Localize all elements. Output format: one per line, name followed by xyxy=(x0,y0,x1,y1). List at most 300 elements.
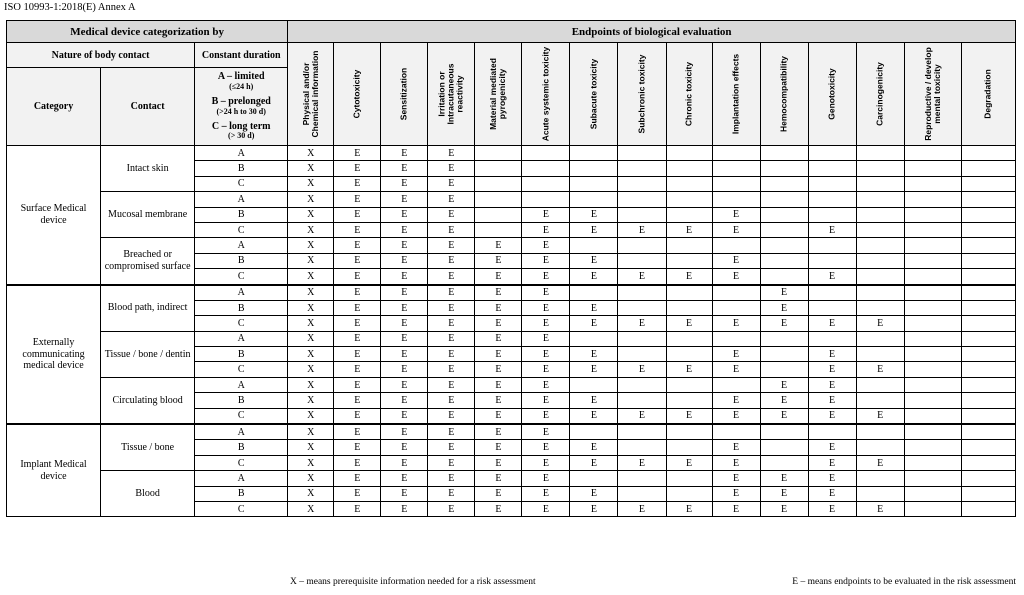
endpoint-cell: E xyxy=(428,424,475,440)
endpoint-cell xyxy=(760,176,808,191)
endpoint-cell xyxy=(904,238,961,253)
endpoint-cell xyxy=(570,331,618,346)
endpoint-cell xyxy=(856,192,904,207)
endpoint-cell xyxy=(712,377,760,392)
endpoint-cell: E xyxy=(760,393,808,408)
endpoint-cell: E xyxy=(856,316,904,331)
endpoint-cell xyxy=(666,377,712,392)
endpoint-cell: E xyxy=(475,486,522,501)
endpoint-cell xyxy=(961,347,1015,362)
endpoint-cell: E xyxy=(475,455,522,470)
endpoint-cell: X xyxy=(288,300,334,315)
endpoint-cell xyxy=(961,300,1015,315)
endpoint-cell xyxy=(666,176,712,191)
endpoint-cell xyxy=(666,486,712,501)
endpoint-cell: X xyxy=(288,146,334,161)
endpoint-cell: X xyxy=(288,222,334,237)
endpoint-cell xyxy=(570,192,618,207)
endpoint-cell: E xyxy=(618,362,666,377)
endpoint-cell: E xyxy=(570,455,618,470)
endpoint-header-7: Subchronic toxicity xyxy=(618,43,666,146)
duration-cell: C xyxy=(195,222,288,237)
endpoint-cell xyxy=(961,238,1015,253)
endpoint-cell: E xyxy=(712,440,760,455)
endpoint-cell: X xyxy=(288,440,334,455)
endpoint-cell: E xyxy=(381,222,428,237)
duration-cell: B xyxy=(195,207,288,222)
endpoint-cell: E xyxy=(334,471,381,486)
endpoint-cell: E xyxy=(381,393,428,408)
endpoint-cell xyxy=(904,455,961,470)
endpoint-cell xyxy=(856,222,904,237)
endpoint-cell xyxy=(961,161,1015,176)
endpoint-cell: X xyxy=(288,269,334,285)
endpoint-cell: E xyxy=(381,455,428,470)
endpoint-cell: E xyxy=(334,408,381,424)
contact-cell: Intact skin xyxy=(101,146,195,192)
duration-cell: C xyxy=(195,501,288,516)
table-row xyxy=(7,424,1016,440)
endpoint-cell: E xyxy=(475,424,522,440)
endpoint-cell: X xyxy=(288,316,334,331)
endpoint-cell: E xyxy=(334,269,381,285)
endpoint-cell xyxy=(666,440,712,455)
endpoint-cell: E xyxy=(334,501,381,516)
endpoint-cell: E xyxy=(522,285,570,301)
legend-e: E – means endpoints to be evaluated in the risk assessment xyxy=(792,577,1016,587)
endpoint-cell: E xyxy=(381,471,428,486)
endpoint-cell xyxy=(904,501,961,516)
endpoint-cell: E xyxy=(570,316,618,331)
endpoint-cell xyxy=(904,176,961,191)
endpoint-cell: E xyxy=(381,146,428,161)
endpoint-cell: E xyxy=(570,300,618,315)
endpoint-cell: E xyxy=(381,253,428,268)
endpoint-cell: E xyxy=(334,238,381,253)
endpoint-cell xyxy=(618,440,666,455)
duration-b-label: B – prelonged xyxy=(211,96,271,108)
endpoint-cell: E xyxy=(712,253,760,268)
endpoint-cell xyxy=(961,501,1015,516)
endpoint-cell xyxy=(666,146,712,161)
endpoint-cell: E xyxy=(618,501,666,516)
endpoint-cell xyxy=(522,192,570,207)
endpoint-cell xyxy=(570,471,618,486)
endpoint-cell xyxy=(570,285,618,301)
endpoint-cell xyxy=(904,471,961,486)
endpoint-cell: E xyxy=(522,362,570,377)
endpoint-cell: E xyxy=(428,316,475,331)
duration-cell: B xyxy=(195,486,288,501)
endpoint-cell: E xyxy=(712,393,760,408)
endpoint-cell: E xyxy=(381,347,428,362)
endpoint-cell xyxy=(760,207,808,222)
category-header: Category xyxy=(7,68,101,146)
endpoint-cell xyxy=(666,300,712,315)
endpoint-cell: E xyxy=(712,471,760,486)
endpoint-cell xyxy=(618,285,666,301)
endpoint-cell xyxy=(712,176,760,191)
category-cell: Externally communicating medical device xyxy=(7,285,101,425)
endpoint-cell: E xyxy=(334,222,381,237)
endpoint-cell xyxy=(760,253,808,268)
endpoint-cell: E xyxy=(712,486,760,501)
category-cell: Implant Medical device xyxy=(7,424,101,517)
table-row xyxy=(7,146,1016,161)
endpoint-cell: E xyxy=(570,362,618,377)
endpoint-cell xyxy=(666,207,712,222)
duration-cell: A xyxy=(195,377,288,392)
endpoint-cell xyxy=(856,424,904,440)
endpoint-cell: E xyxy=(760,486,808,501)
duration-cell: A xyxy=(195,192,288,207)
duration-cell: B xyxy=(195,253,288,268)
endpoint-cell: E xyxy=(666,455,712,470)
endpoint-cell: E xyxy=(428,393,475,408)
endpoint-cell: E xyxy=(475,362,522,377)
duration-cell: C xyxy=(195,455,288,470)
endpoint-cell: E xyxy=(522,253,570,268)
endpoint-cell xyxy=(961,222,1015,237)
endpoint-cell: E xyxy=(428,347,475,362)
endpoint-cell: E xyxy=(522,440,570,455)
endpoint-cell: E xyxy=(475,238,522,253)
endpoint-cell xyxy=(808,146,856,161)
endpoint-cell: E xyxy=(666,362,712,377)
endpoint-cell xyxy=(522,176,570,191)
endpoint-cell xyxy=(856,253,904,268)
endpoint-cell: E xyxy=(381,161,428,176)
endpoint-cell: E xyxy=(808,486,856,501)
endpoint-cell: E xyxy=(666,222,712,237)
endpoint-cell: E xyxy=(522,347,570,362)
endpoint-cell xyxy=(961,408,1015,424)
endpoint-cell: E xyxy=(522,238,570,253)
endpoint-cell xyxy=(760,222,808,237)
endpoints-header: Endpoints of biological evaluation xyxy=(288,21,1016,43)
endpoint-cell: E xyxy=(428,377,475,392)
endpoint-cell xyxy=(904,207,961,222)
endpoint-cell xyxy=(522,146,570,161)
endpoint-cell: E xyxy=(475,316,522,331)
endpoint-cell: E xyxy=(760,300,808,315)
endpoint-cell: E xyxy=(428,440,475,455)
endpoint-cell xyxy=(856,440,904,455)
contact-cell: Blood path, indirect xyxy=(101,285,195,332)
endpoint-header-11: Genotoxicity xyxy=(808,43,856,146)
endpoint-cell: E xyxy=(334,486,381,501)
endpoint-cell xyxy=(904,253,961,268)
endpoint-cell xyxy=(475,176,522,191)
endpoint-cell xyxy=(522,161,570,176)
endpoint-cell: E xyxy=(570,501,618,516)
endpoint-cell xyxy=(618,238,666,253)
endpoint-cell xyxy=(618,207,666,222)
endpoint-cell: E xyxy=(475,285,522,301)
endpoint-cell: X xyxy=(288,362,334,377)
endpoint-cell xyxy=(666,393,712,408)
endpoint-cell: E xyxy=(760,377,808,392)
endpoint-cell xyxy=(760,455,808,470)
endpoint-cell: E xyxy=(570,440,618,455)
endpoint-cell: E xyxy=(334,377,381,392)
endpoint-cell: E xyxy=(666,316,712,331)
endpoint-cell: E xyxy=(712,316,760,331)
endpoint-cell xyxy=(618,161,666,176)
endpoint-cell: X xyxy=(288,347,334,362)
endpoint-cell: X xyxy=(288,486,334,501)
endpoint-cell: E xyxy=(522,393,570,408)
endpoint-cell xyxy=(618,176,666,191)
endpoint-cell: E xyxy=(428,192,475,207)
endpoint-cell xyxy=(618,393,666,408)
endpoint-cell: E xyxy=(334,362,381,377)
duration-cell: C xyxy=(195,408,288,424)
endpoint-cell: E xyxy=(475,377,522,392)
endpoint-cell xyxy=(712,161,760,176)
endpoint-cell: E xyxy=(381,440,428,455)
endpoint-cell xyxy=(961,424,1015,440)
endpoint-cell xyxy=(570,161,618,176)
table-body xyxy=(7,146,1016,517)
endpoint-cell: E xyxy=(334,300,381,315)
document-title: ISO 10993-1:2018(E) Annex A xyxy=(4,2,136,13)
endpoint-header-10: Hemocompatibility xyxy=(760,43,808,146)
endpoint-cell: E xyxy=(334,331,381,346)
endpoint-cell xyxy=(904,377,961,392)
endpoint-cell xyxy=(808,331,856,346)
endpoint-cell xyxy=(856,471,904,486)
endpoint-cell xyxy=(856,146,904,161)
endpoint-cell: E xyxy=(570,408,618,424)
endpoint-cell xyxy=(760,347,808,362)
endpoint-cell xyxy=(666,471,712,486)
endpoint-cell: E xyxy=(808,362,856,377)
endpoint-cell xyxy=(961,192,1015,207)
endpoint-cell xyxy=(760,192,808,207)
endpoint-cell xyxy=(618,424,666,440)
duration-cell: B xyxy=(195,347,288,362)
endpoint-cell xyxy=(712,285,760,301)
endpoint-cell: E xyxy=(334,393,381,408)
endpoint-cell: E xyxy=(808,471,856,486)
endpoint-cell xyxy=(856,300,904,315)
endpoint-cell: E xyxy=(334,424,381,440)
endpoint-cell: E xyxy=(760,501,808,516)
endpoint-cell xyxy=(904,161,961,176)
duration-cell: A xyxy=(195,471,288,486)
endpoint-cell: E xyxy=(856,362,904,377)
endpoint-cell: E xyxy=(428,362,475,377)
endpoint-cell xyxy=(961,331,1015,346)
endpoint-cell: E xyxy=(381,207,428,222)
endpoint-cell xyxy=(904,347,961,362)
endpoint-cell xyxy=(666,331,712,346)
endpoint-cell xyxy=(904,440,961,455)
duration-cell: B xyxy=(195,440,288,455)
endpoint-cell: E xyxy=(428,408,475,424)
endpoint-cell: E xyxy=(808,455,856,470)
endpoint-cell xyxy=(618,347,666,362)
endpoint-cell: X xyxy=(288,238,334,253)
endpoint-cell: E xyxy=(808,440,856,455)
endpoint-cell: E xyxy=(475,253,522,268)
duration-b-range: (>24 h to 30 d) xyxy=(216,106,266,116)
table-row xyxy=(7,238,1016,253)
endpoint-cell xyxy=(961,393,1015,408)
endpoint-cell: E xyxy=(334,146,381,161)
endpoint-cell: E xyxy=(808,316,856,331)
endpoint-cell xyxy=(808,285,856,301)
duration-cell: C xyxy=(195,176,288,191)
endpoint-cell: E xyxy=(381,285,428,301)
endpoint-cell: E xyxy=(570,347,618,362)
endpoint-cell: E xyxy=(475,393,522,408)
endpoint-cell: E xyxy=(856,408,904,424)
endpoint-cell xyxy=(712,300,760,315)
endpoint-cell xyxy=(666,161,712,176)
endpoint-cell xyxy=(904,222,961,237)
table-row xyxy=(7,471,1016,486)
endpoint-cell xyxy=(904,300,961,315)
endpoint-cell: E xyxy=(475,300,522,315)
duration-c-label: C – long term xyxy=(211,120,271,132)
endpoint-cell: E xyxy=(760,316,808,331)
duration-cell: A xyxy=(195,146,288,161)
endpoint-cell: E xyxy=(666,408,712,424)
endpoint-cell: E xyxy=(856,455,904,470)
endpoint-cell: E xyxy=(808,347,856,362)
endpoint-cell: E xyxy=(712,408,760,424)
endpoint-cell xyxy=(808,207,856,222)
duration-cell: B xyxy=(195,161,288,176)
endpoint-cell: X xyxy=(288,455,334,470)
duration-c-range: (> 30 d) xyxy=(228,131,255,141)
endpoint-cell: E xyxy=(570,207,618,222)
contact-header: Contact xyxy=(101,68,195,146)
endpoint-cell: E xyxy=(522,269,570,285)
endpoint-cell: X xyxy=(288,501,334,516)
endpoint-cell: E xyxy=(428,486,475,501)
endpoint-cell: E xyxy=(808,408,856,424)
endpoint-cell xyxy=(961,285,1015,301)
endpoint-cell xyxy=(618,486,666,501)
endpoint-cell: E xyxy=(428,285,475,301)
endpoint-cell xyxy=(618,471,666,486)
endpoint-header-9: Implantation effects xyxy=(712,43,760,146)
endpoint-cell xyxy=(808,300,856,315)
endpoint-cell: E xyxy=(381,408,428,424)
endpoint-header-0: Physical and/or Chemical information xyxy=(288,43,334,146)
endpoint-cell: X xyxy=(288,253,334,268)
endpoint-cell xyxy=(961,377,1015,392)
endpoint-cell xyxy=(961,316,1015,331)
endpoint-cell: E xyxy=(381,486,428,501)
endpoint-header-12: Carcinogenicity xyxy=(856,43,904,146)
duration-a-label: A – limited xyxy=(217,71,265,83)
endpoint-cell xyxy=(712,331,760,346)
endpoint-cell xyxy=(618,377,666,392)
endpoint-cell xyxy=(760,331,808,346)
endpoint-cell: E xyxy=(381,424,428,440)
endpoint-cell xyxy=(961,440,1015,455)
endpoint-cell xyxy=(712,146,760,161)
endpoint-cell: E xyxy=(428,471,475,486)
endpoint-cell xyxy=(961,362,1015,377)
endpoint-cell: E xyxy=(428,207,475,222)
duration-cell: A xyxy=(195,285,288,301)
endpoint-cell: E xyxy=(712,362,760,377)
endpoint-cell: E xyxy=(522,501,570,516)
endpoint-cell: E xyxy=(570,253,618,268)
endpoint-cell: E xyxy=(428,455,475,470)
endpoint-cell: E xyxy=(808,393,856,408)
endpoint-cell: E xyxy=(808,269,856,285)
endpoint-cell: E xyxy=(381,269,428,285)
endpoint-cell: E xyxy=(334,253,381,268)
endpoint-cell: E xyxy=(760,285,808,301)
endpoint-cell: E xyxy=(334,440,381,455)
endpoint-cell: E xyxy=(522,471,570,486)
endpoint-cell: E xyxy=(475,501,522,516)
endpoint-cell xyxy=(475,161,522,176)
endpoint-cell xyxy=(856,176,904,191)
endpoint-cell xyxy=(856,207,904,222)
endpoint-cell: E xyxy=(522,486,570,501)
endpoint-cell: E xyxy=(475,269,522,285)
endpoint-cell: E xyxy=(666,501,712,516)
biological-evaluation-table xyxy=(6,20,1016,517)
endpoint-cell: E xyxy=(334,176,381,191)
endpoint-cell: E xyxy=(428,146,475,161)
endpoint-cell xyxy=(904,408,961,424)
endpoint-cell: E xyxy=(428,331,475,346)
endpoint-cell xyxy=(961,253,1015,268)
endpoint-cell: E xyxy=(381,377,428,392)
duration-legend xyxy=(195,68,288,146)
endpoint-cell: E xyxy=(618,222,666,237)
endpoint-cell: X xyxy=(288,176,334,191)
endpoint-cell xyxy=(712,238,760,253)
endpoint-cell xyxy=(904,192,961,207)
contact-cell: Tissue / bone / dentin xyxy=(101,331,195,377)
endpoint-cell: E xyxy=(522,424,570,440)
endpoint-cell xyxy=(808,253,856,268)
endpoint-cell: E xyxy=(618,455,666,470)
table-row xyxy=(7,331,1016,346)
endpoint-cell: E xyxy=(856,501,904,516)
endpoint-cell xyxy=(618,192,666,207)
endpoint-cell xyxy=(618,300,666,315)
endpoint-header-6: Subacute toxicity xyxy=(570,43,618,146)
endpoint-cell: E xyxy=(381,238,428,253)
endpoint-cell: E xyxy=(428,300,475,315)
endpoint-header-1: Cytotoxicity xyxy=(334,43,381,146)
endpoint-cell: E xyxy=(334,316,381,331)
endpoint-cell: E xyxy=(428,222,475,237)
endpoint-cell: E xyxy=(334,207,381,222)
duration-cell: C xyxy=(195,269,288,285)
endpoint-cell xyxy=(760,440,808,455)
endpoint-cell xyxy=(904,285,961,301)
endpoint-cell: E xyxy=(808,501,856,516)
endpoint-cell: X xyxy=(288,424,334,440)
endpoint-cell xyxy=(666,253,712,268)
duration-cell: A xyxy=(195,331,288,346)
endpoint-cell xyxy=(618,253,666,268)
endpoint-cell xyxy=(570,176,618,191)
category-cell: Surface Medical device xyxy=(7,146,101,285)
